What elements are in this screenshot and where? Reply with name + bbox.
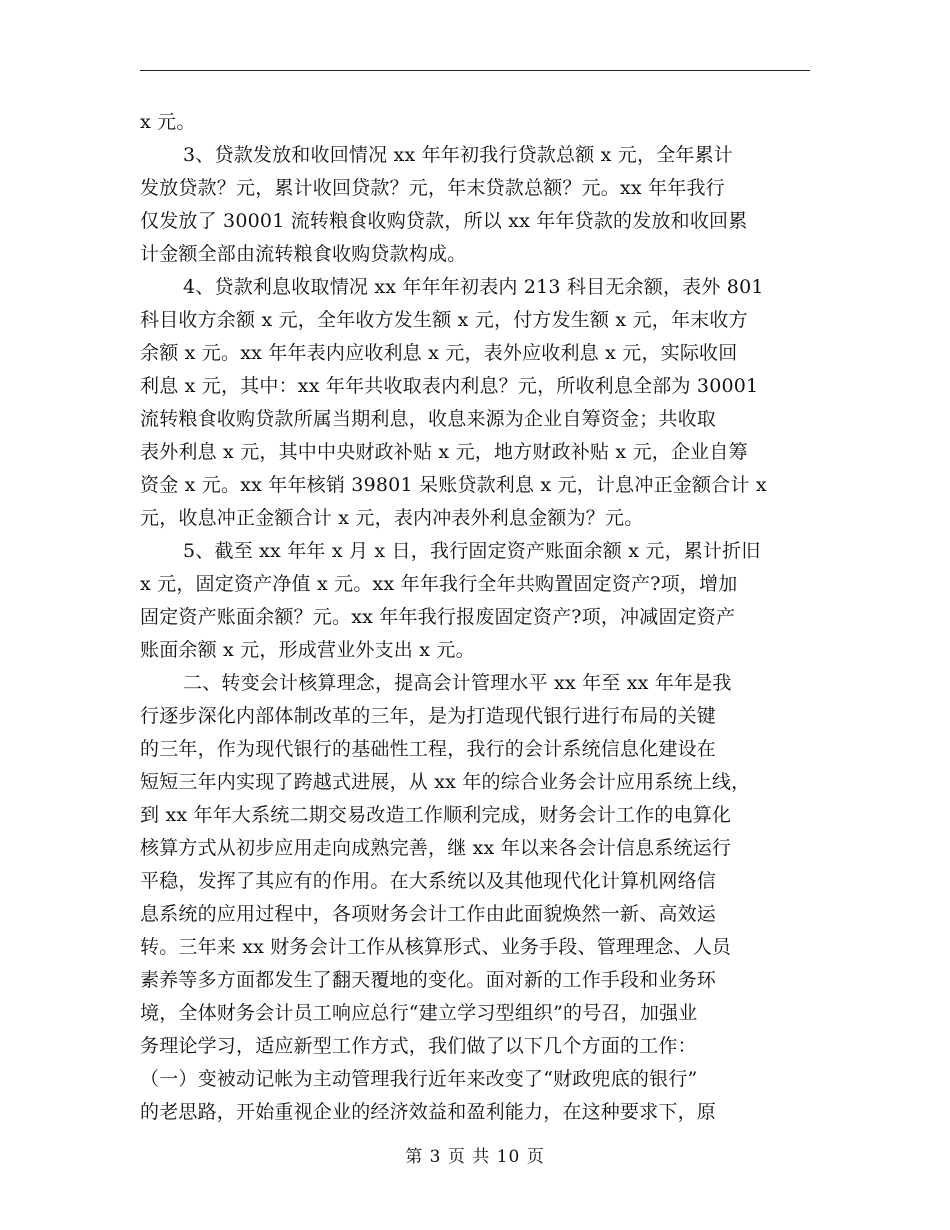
text-line: 的三年，作为现代银行的基础性工程，我行的会计系统信息化建设在	[140, 738, 717, 760]
text-line: 科目收方余额 x 元，全年收方发生额 x 元，付方发生额 x 元，年末收方	[140, 309, 748, 331]
text-line: 计金额全部由流转粮食收购贷款构成。	[140, 243, 467, 265]
text-line: 资金 x 元。xx 年年核销 39801 呆账贷款利息 x 元，计息冲正金额合计 x	[140, 474, 767, 496]
document-body	[140, 106, 810, 1129]
text-line: 元，收息冲正金额合计 x 元，表内冲表外利息金额为？元。	[140, 507, 644, 529]
text-line: x 元，固定资产净值 x 元。xx 年年我行全年共购置固定资产?项，增加	[140, 573, 738, 595]
text-line: 发放贷款？元，累计收回贷款？元，年末贷款总额？元。xx 年年我行	[140, 177, 725, 199]
header-rule	[140, 70, 810, 71]
text-line: 行逐步深化内部体制改革的三年，是为打造现代银行进行布局的关键	[140, 705, 717, 727]
text-line: 流转粮食收购贷款所属当期利息，收息来源为企业自筹资金；共收取	[140, 408, 717, 430]
text-line: 5、截至 xx 年年 x 月 x 日，我行固定资产账面余额 x 元，累计折旧	[183, 540, 761, 562]
text-line: 3、贷款发放和收回情况 xx 年年初我行贷款总额 x 元，全年累计	[183, 144, 733, 166]
text-line: （一）变被动记帐为主动管理我行近年来改变了“财政兜底的银行”	[140, 1068, 698, 1090]
text-line: 利息 x 元，其中：xx 年年共收取表内利息？元，所收利息全部为 30001	[140, 375, 759, 397]
text-line: 平稳，发挥了其应有的作用。在大系统以及其他现代化计算机网络信	[140, 870, 717, 892]
text-line: 到 xx 年年大系统二期交易改造工作顺利完成，财务会计工作的电算化	[140, 804, 732, 826]
text-line: 务理论学习，适应新型工作方式，我们做了以下几个方面的工作：	[140, 1035, 697, 1057]
text-line: 仅发放了 30001 流转粮食收购贷款，所以 xx 年年贷款的发放和收回累	[140, 210, 748, 232]
text-line: 固定资产账面余额？元。xx 年年我行报废固定资产?项，冲减固定资产	[140, 606, 736, 628]
text-line: 核算方式从初步应用走向成熟完善，继 xx 年以来各会计信息系统运行	[140, 837, 732, 859]
text-line: 素养等多方面都发生了翻天覆地的变化。面对新的工作手段和业务环	[140, 969, 717, 991]
text-line: 的老思路，开始重视企业的经济效益和盈利能力，在这种要求下，原	[140, 1101, 717, 1123]
text-line: 4、贷款利息收取情况 xx 年年年初表内 213 科目无余额，表外 801	[183, 276, 764, 298]
text-line: x 元。	[140, 111, 196, 133]
text-line: 短短三年内实现了跨越式进展，从 xx 年的综合业务会计应用系统上线，	[140, 771, 751, 793]
text-line: 息系统的应用过程中，各项财务会计工作由此面貌焕然一新、高效运	[140, 903, 717, 925]
page-footer: 第 3 页 共 10 页	[405, 1147, 545, 1167]
text-line: 余额 x 元。xx 年年表内应收利息 x 元，表外应收利息 x 元，实际收回	[140, 342, 738, 364]
text-line: 表外利息 x 元，其中中央财政补贴 x 元，地方财政补贴 x 元，企业自筹	[140, 441, 748, 463]
text-line: 转。三年来 xx 财务会计工作从核算形式、业务手段、管理理念、人员	[140, 936, 732, 958]
text-line: 境，全体财务会计员工响应总行“建立学习型组织”的号召，加强业	[140, 1002, 698, 1024]
text-line: 二、转变会计核算理念，提高会计管理水平 xx 年至 xx 年年是我	[183, 672, 732, 694]
text-line: 账面余额 x 元，形成营业外支出 x 元。	[140, 639, 475, 661]
